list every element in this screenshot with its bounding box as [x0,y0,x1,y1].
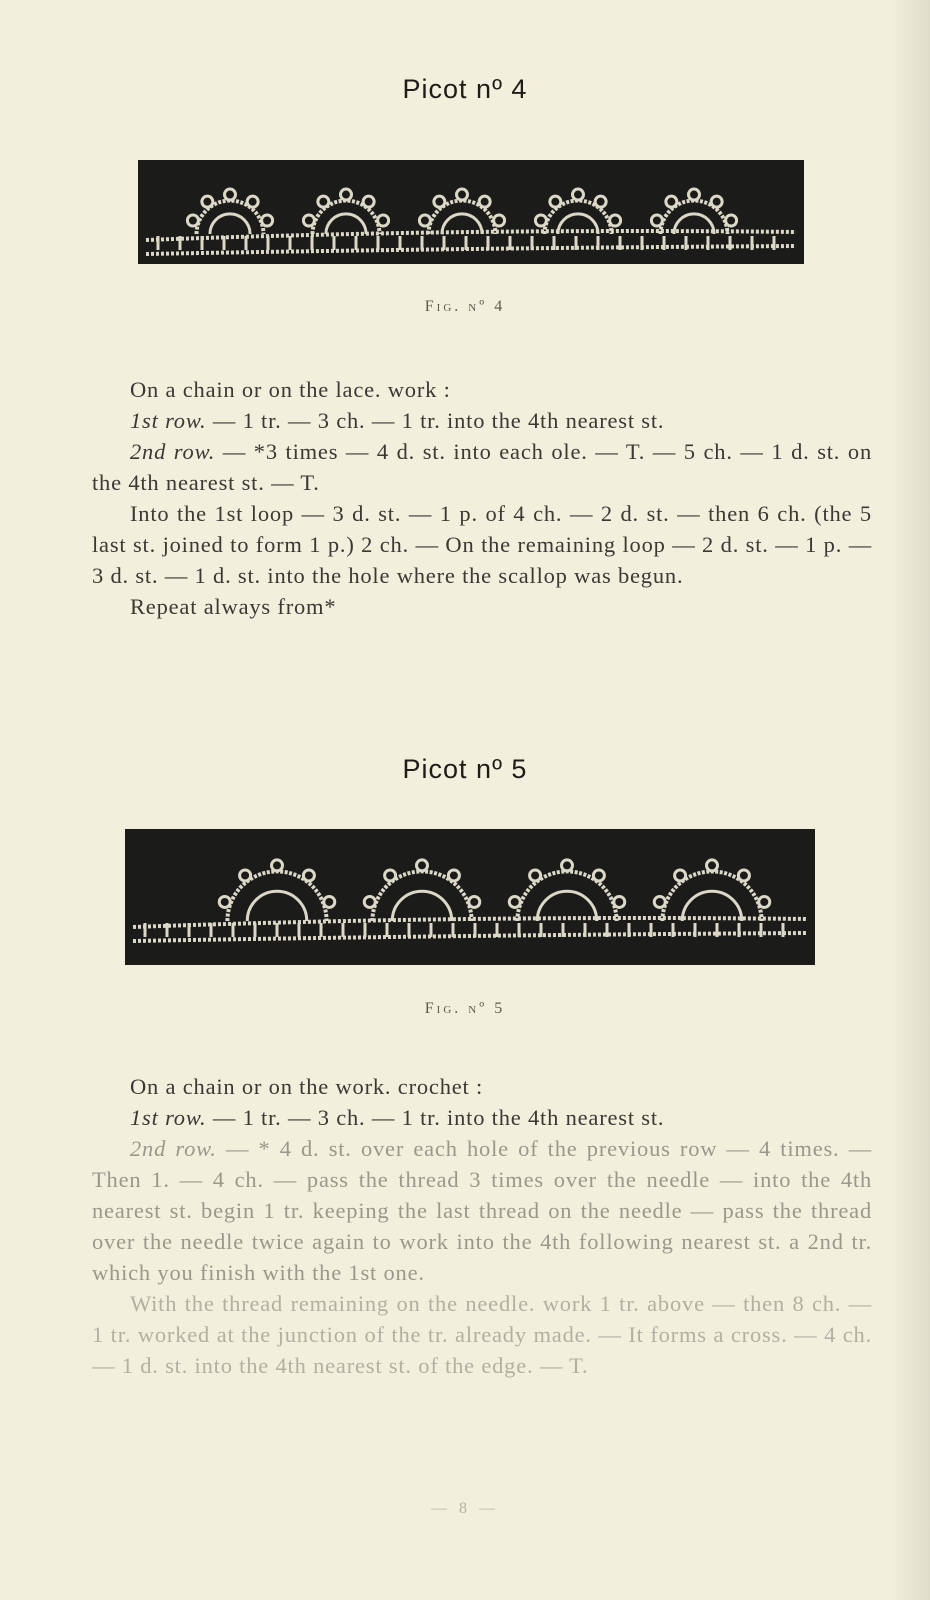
intro-paragraph: On a chain or on the lace. work : [130,377,451,402]
row-label: 2nd row. [130,1136,217,1161]
lace-edging-picot-4 [138,160,804,264]
lace-edging-picot-5 [125,829,815,965]
row-text: — *3 times — 4 d. st. into each ole. — T. — 5 ch. — 1 d. st. on the 4th nearest st. — T. [92,439,872,495]
instructions-picot-4 [92,374,872,622]
row-label: 1st row. [130,408,207,433]
loop-instruction: Into the 1st loop — 3 d. st. — 1 p. of 4 ch. — 2 d. st. — then 6 ch. (the 5 last st. joined to form 1 p.) 2 ch. — On the remaining loop — 2 d. st. — 1 p. — 3 d. st. — 1 d. st. into the hole where the scallop was begun. [92,501,872,588]
page-number: — 8 — [431,1500,499,1517]
row-label: 2nd row. [130,439,216,464]
repeat-instruction: Repeat always from* [130,594,337,619]
figure-picot-5-image [125,829,815,965]
row-text: — 1 tr. — 3 ch. — 1 tr. into the 4th nearest st. [212,408,665,433]
instructions-picot-5 [92,1071,872,1381]
cross-instruction: With the thread remaining on the needle. work 1 tr. above — then 8 ch. — 1 tr. worked at the junction of the tr. already made. — It forms a cross. — 4 ch. — 1 d. st. into the 4th nearest st. of the edge. — T. [92,1291,872,1378]
row-2-instruction [92,1133,872,1288]
row-2-instruction [92,436,872,498]
figure-caption-4: Fig. nº 4 [424,298,506,315]
figure-picot-4-image [138,160,804,264]
row-1-instruction [92,405,872,436]
row-text: — * 4 d. st. over each hole of the previous row — 4 times. — Then 1. — 4 ch. — pass the thread 3 times over the needle — into the 4th nearest st. begin 1 tr. keeping the last thread on the needle — pass the thread over the needle twice again to work into the 4th following nearest st. a 2nd tr. which you finish with the 1st one. [92,1136,872,1285]
row-text: — 1 tr. — 3 ch. — 1 tr. into the 4th nearest st. [212,1105,665,1130]
page-edge-shadow [890,0,930,1600]
row-label: 1st row. [130,1105,207,1130]
intro-paragraph: On a chain or on the work. crochet : [130,1074,484,1099]
section-title-picot-5: Picot nº 5 [402,754,528,784]
row-1-instruction [92,1102,872,1133]
section-title-picot-4: Picot nº 4 [402,74,528,104]
figure-caption-5: Fig. nº 5 [424,1000,506,1017]
